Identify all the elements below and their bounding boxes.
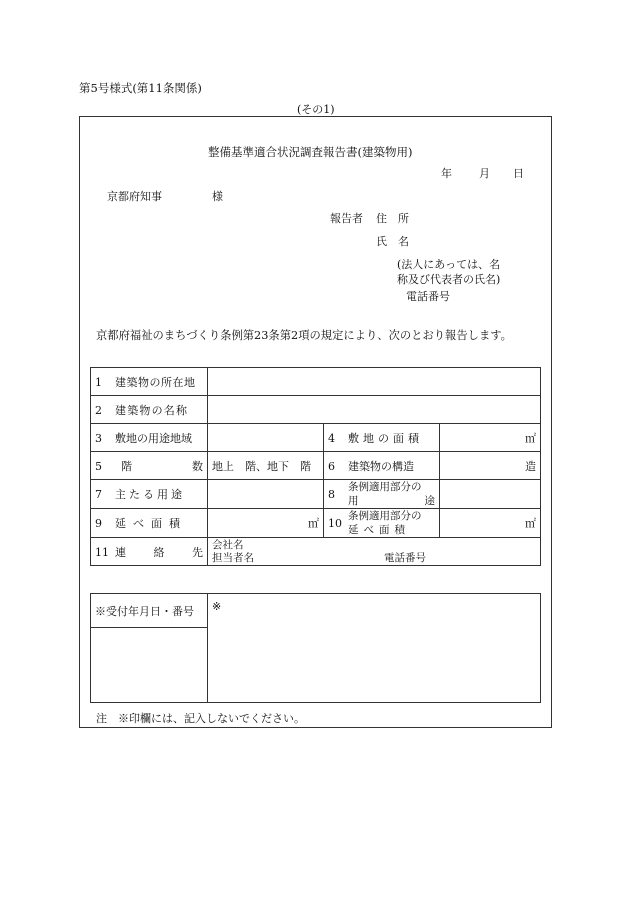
row6-label: 6 建築物の構造 [324,452,440,480]
footnote: 注 ※印欄には、記入しないでください。 [96,712,305,725]
row10-value[interactable] [440,509,541,538]
form-label: 第5号様式(第11条関係) [79,81,202,95]
reporter-address: 住 所 [376,212,409,225]
table-row [91,509,541,538]
receipt-area [208,594,541,703]
receipt-mark: ※ [212,600,222,613]
row6-unit: 造 [525,459,536,473]
row4-label: 4 敷地の面積 [324,424,440,452]
date-day: 日 [513,167,524,180]
document-title: 整備基準適合状況調査報告書(建築物用) [208,145,413,159]
row5-label: 5 階 数 [91,452,208,480]
receipt-entry [91,628,208,703]
table-row [91,424,541,452]
row2-value[interactable] [208,396,541,424]
row7-value[interactable] [208,480,324,509]
page-label: (その1) [297,103,335,116]
receipt-table [90,593,541,703]
table-row [91,396,541,424]
contact-person: 担当者名 [212,551,254,564]
table-row [91,538,541,566]
table-row [91,368,541,396]
contact-company: 会社名 [212,538,244,551]
date-month: 月 [479,167,490,180]
table-row [91,480,541,509]
row7-label: 7 主たる用途 [91,480,208,509]
row8-label: 8 条例適用部分の 用 途 [324,480,440,509]
row11-label: 11 連 絡 先 [91,538,208,566]
row4-unit: ㎡ [525,431,536,445]
reporter-label: 報告者 [330,212,363,225]
addressee-honorific: 様 [212,190,223,203]
receipt-label: ※受付年月日・番号 [91,594,208,628]
row10-unit: ㎡ [525,517,536,530]
row1-label: 1 建築物の所在地 [91,368,208,396]
statement: 京都府福祉のまちづくり条例第23条第2項の規定により、次のとおり報告します。 [96,329,512,342]
reporter-note-line2: 称及び代表者の氏名) [397,273,501,286]
row3-label: 3 敷地の用途地域 [91,424,208,452]
row11-value[interactable] [208,538,541,566]
row10-label: 10 条例適用部分の 延べ面積 [324,509,440,538]
reporter-note-line1: (法人にあっては、名 [397,258,501,271]
reporter-name: 氏 名 [376,235,409,248]
row3-value[interactable] [208,424,324,452]
row9-unit: ㎡ [308,517,319,530]
row8-value[interactable] [440,480,541,509]
row2-label: 2 建築物の名称 [91,396,208,424]
details-table [90,367,541,566]
row6-value[interactable] [440,452,541,480]
row9-label: 9 延べ面積 [91,509,208,538]
reporter-phone: 電話番号 [406,290,450,303]
row5-value[interactable]: 地上 階、地下 階 [208,452,324,480]
date-year: 年 [441,167,452,180]
row1-value[interactable] [208,368,541,396]
row4-value[interactable] [440,424,541,452]
addressee-name: 京都府知事 [107,190,162,203]
table-row [91,452,541,480]
row9-value[interactable] [208,509,324,538]
contact-phone: 電話番号 [384,551,426,564]
